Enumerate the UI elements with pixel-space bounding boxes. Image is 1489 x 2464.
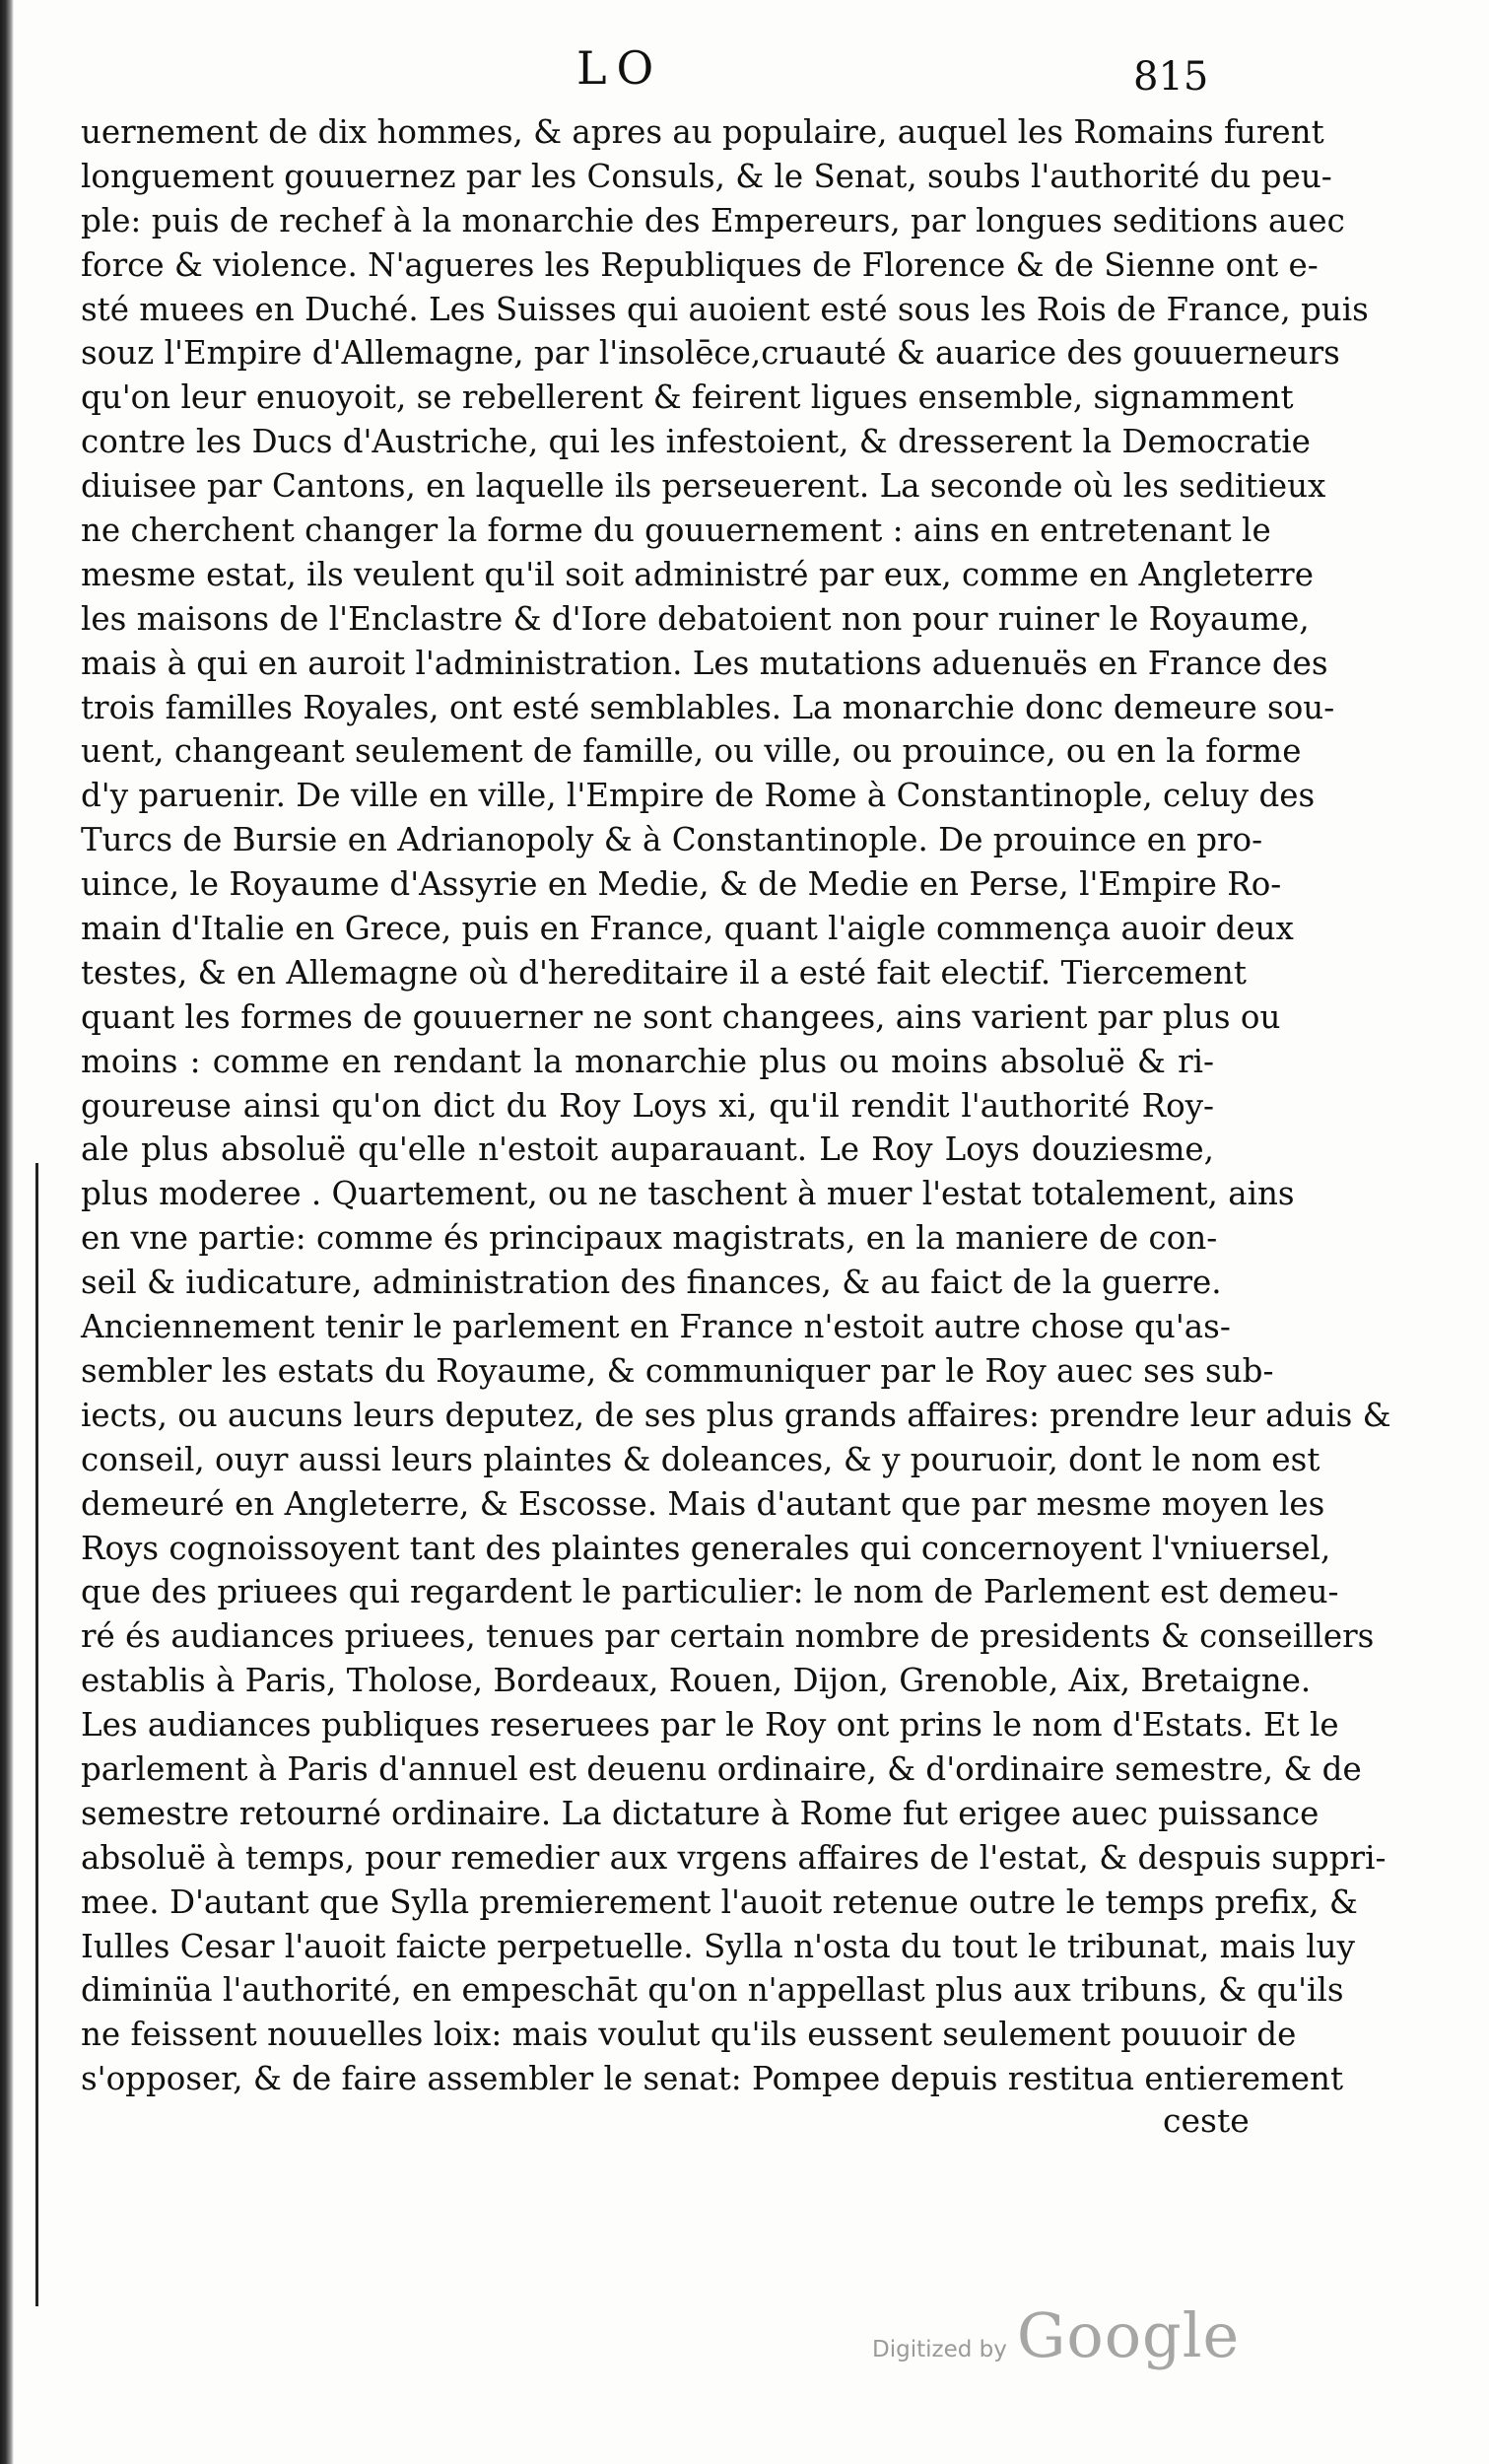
text-line: souz l'Empire d'Allemagne, par l'insolēce,cruauté & auarice des gouuerneurs [81, 334, 1340, 373]
text-line: seil & iudicature, administration des finances, & au faict de la guerre. [81, 1264, 1222, 1302]
text-line: moins : comme en rendant la monarchie plus ou moins absoluë & ri- [81, 1042, 1214, 1080]
text-line: uince, le Royaume d'Assyrie en Medie, & de Medie en Perse, l'Empire Ro- [81, 865, 1282, 904]
text-line: s'opposer, & de faire assembler le senat: Pompee depuis restitua entierement [81, 2060, 1344, 2098]
page-number: 815 [1133, 54, 1209, 100]
text-line: conseil, ouyr aussi leurs plaintes & doleances, & y pouruoir, dont le nom est [81, 1440, 1320, 1478]
digitized-by-label: Digitized by [872, 2337, 1007, 2362]
digitization-watermark [872, 2299, 1240, 2371]
text-line: parlement à Paris d'annuel est deuenu ordinaire, & d'ordinaire semestre, & de [81, 1749, 1362, 1788]
text-line: que des priuees qui regardent le particulier: le nom de Parlement est demeu- [81, 1573, 1339, 1611]
text-line: mesme estat, ils veulent qu'il soit administré par eux, comme en Angleterre [81, 555, 1314, 593]
text-line: mee. D'autant que Sylla premierement l'auoit retenue outre le temps prefix, & [81, 1882, 1358, 1921]
running-title: LO [576, 41, 664, 95]
text-line: establis à Paris, Tholose, Bordeaux, Rouen, Dijon, Grenoble, Aix, Bretaigne. [81, 1662, 1312, 1700]
text-line: les maisons de l'Enclastre & d'Iore debatoient non pour ruiner le Royaume, [81, 599, 1310, 638]
text-line: Iulles Cesar l'auoit faicte perpetuelle. Sylla n'osta du tout le tribunat, mais luy [81, 1927, 1355, 1965]
text-line: mais à qui en auroit l'administration. Les mutations aduenuës en France des [81, 644, 1328, 682]
text-line: Roys cognoissoyent tant des plaintes generales qui concernoyent l'vniuersel, [81, 1529, 1331, 1567]
text-line: ne cherchent changer la forme du gouuernement : ains en entretenant le [81, 512, 1271, 550]
binding-shadow [0, 0, 14, 2464]
binding-margin-line [35, 1163, 38, 2306]
text-line: qu'on leur enuoyoit, se rebellerent & feirent ligues ensemble, signamment [81, 378, 1294, 417]
text-line: Turcs de Bursie en Adrianopoly & à Constantinople. De prouince en pro- [81, 821, 1263, 859]
text-line: uernement de dix hommes, & apres au populaire, auquel les Romains furent [81, 113, 1324, 151]
text-line: main d'Italie en Grece, puis en France, quant l'aigle commença auoir deux [81, 910, 1294, 948]
text-line: plus moderee . Quartement, ou ne taschent à muer l'estat totalement, ains [81, 1175, 1295, 1213]
text-line: ple: puis de rechef à la monarchie des Empereurs, par longues seditions auec [81, 201, 1345, 240]
text-line: testes, & en Allemagne où d'hereditaire il a esté fait electif. Tiercement [81, 953, 1247, 992]
text-line: contre les Ducs d'Austriche, qui les infestoient, & dresserent la Democratie [81, 423, 1311, 461]
text-line: quant les formes de gouuerner ne sont changees, ains varient par plus ou [81, 997, 1281, 1036]
text-line: goureuse ainsi qu'on dict du Roy Loys xi, qu'il rendit l'authorité Roy- [81, 1086, 1214, 1125]
body-text [81, 110, 1391, 2101]
text-line: Anciennement tenir le parlement en France n'estoit autre chose qu'as- [81, 1308, 1231, 1346]
catchword: ceste [1163, 2101, 1250, 2140]
text-line: diuisee par Cantons, en laquelle ils perseuerent. La seconde où les seditieux [81, 467, 1326, 506]
text-line: diminüa l'authorité, en empeschāt qu'on n'appellast plus aux tribuns, & qu'ils [81, 1971, 1344, 2010]
text-line: sté muees en Duché. Les Suisses qui auoient esté sous les Rois de France, puis [81, 290, 1369, 328]
text-line: en vne partie: comme és principaux magistrats, en la maniere de con- [81, 1219, 1218, 1258]
text-line: ré és audiances priuees, tenues par certain nombre de presidents & conseillers [81, 1617, 1375, 1656]
text-line: absoluë à temps, pour remedier aux vrgens affaires de l'estat, & despuis suppri- [81, 1838, 1387, 1877]
text-line: Les audiances publiques reseruees par le Roy ont prins le nom d'Estats. Et le [81, 1706, 1339, 1745]
text-line: uent, changeant seulement de famille, ou ville, ou prouince, ou en la forme [81, 732, 1302, 771]
text-line: ne feissent nouuelles loix: mais voulut qu'ils eussent seulement pouuoir de [81, 2016, 1297, 2054]
text-line: d'y paruenir. De ville en ville, l'Empire de Rome à Constantinople, celuy des [81, 777, 1316, 815]
text-line: sembler les estats du Royaume, & communiquer par le Roy auec ses sub- [81, 1351, 1274, 1390]
text-line: trois familles Royales, ont esté semblables. La monarchie donc demeure sou- [81, 688, 1335, 726]
text-line: semestre retourné ordinaire. La dictature à Rome fut erigee auec puissance [81, 1794, 1320, 1832]
text-line: force & violence. N'agueres les Republiques de Florence & de Sienne ont e- [81, 245, 1319, 284]
text-line: iects, ou aucuns leurs deputez, de ses plus grands affaires: prendre leur aduis & [81, 1396, 1391, 1434]
text-line: demeuré en Angleterre, & Escosse. Mais d'autant que par mesme moyen les [81, 1484, 1325, 1523]
text-line: ale plus absoluë qu'elle n'estoit auparauant. Le Roy Loys douziesme, [81, 1130, 1214, 1169]
google-logo: Google [1016, 2299, 1241, 2371]
text-line: longuement gouuernez par les Consuls, & le Senat, soubs l'authorité du peu- [81, 157, 1332, 195]
